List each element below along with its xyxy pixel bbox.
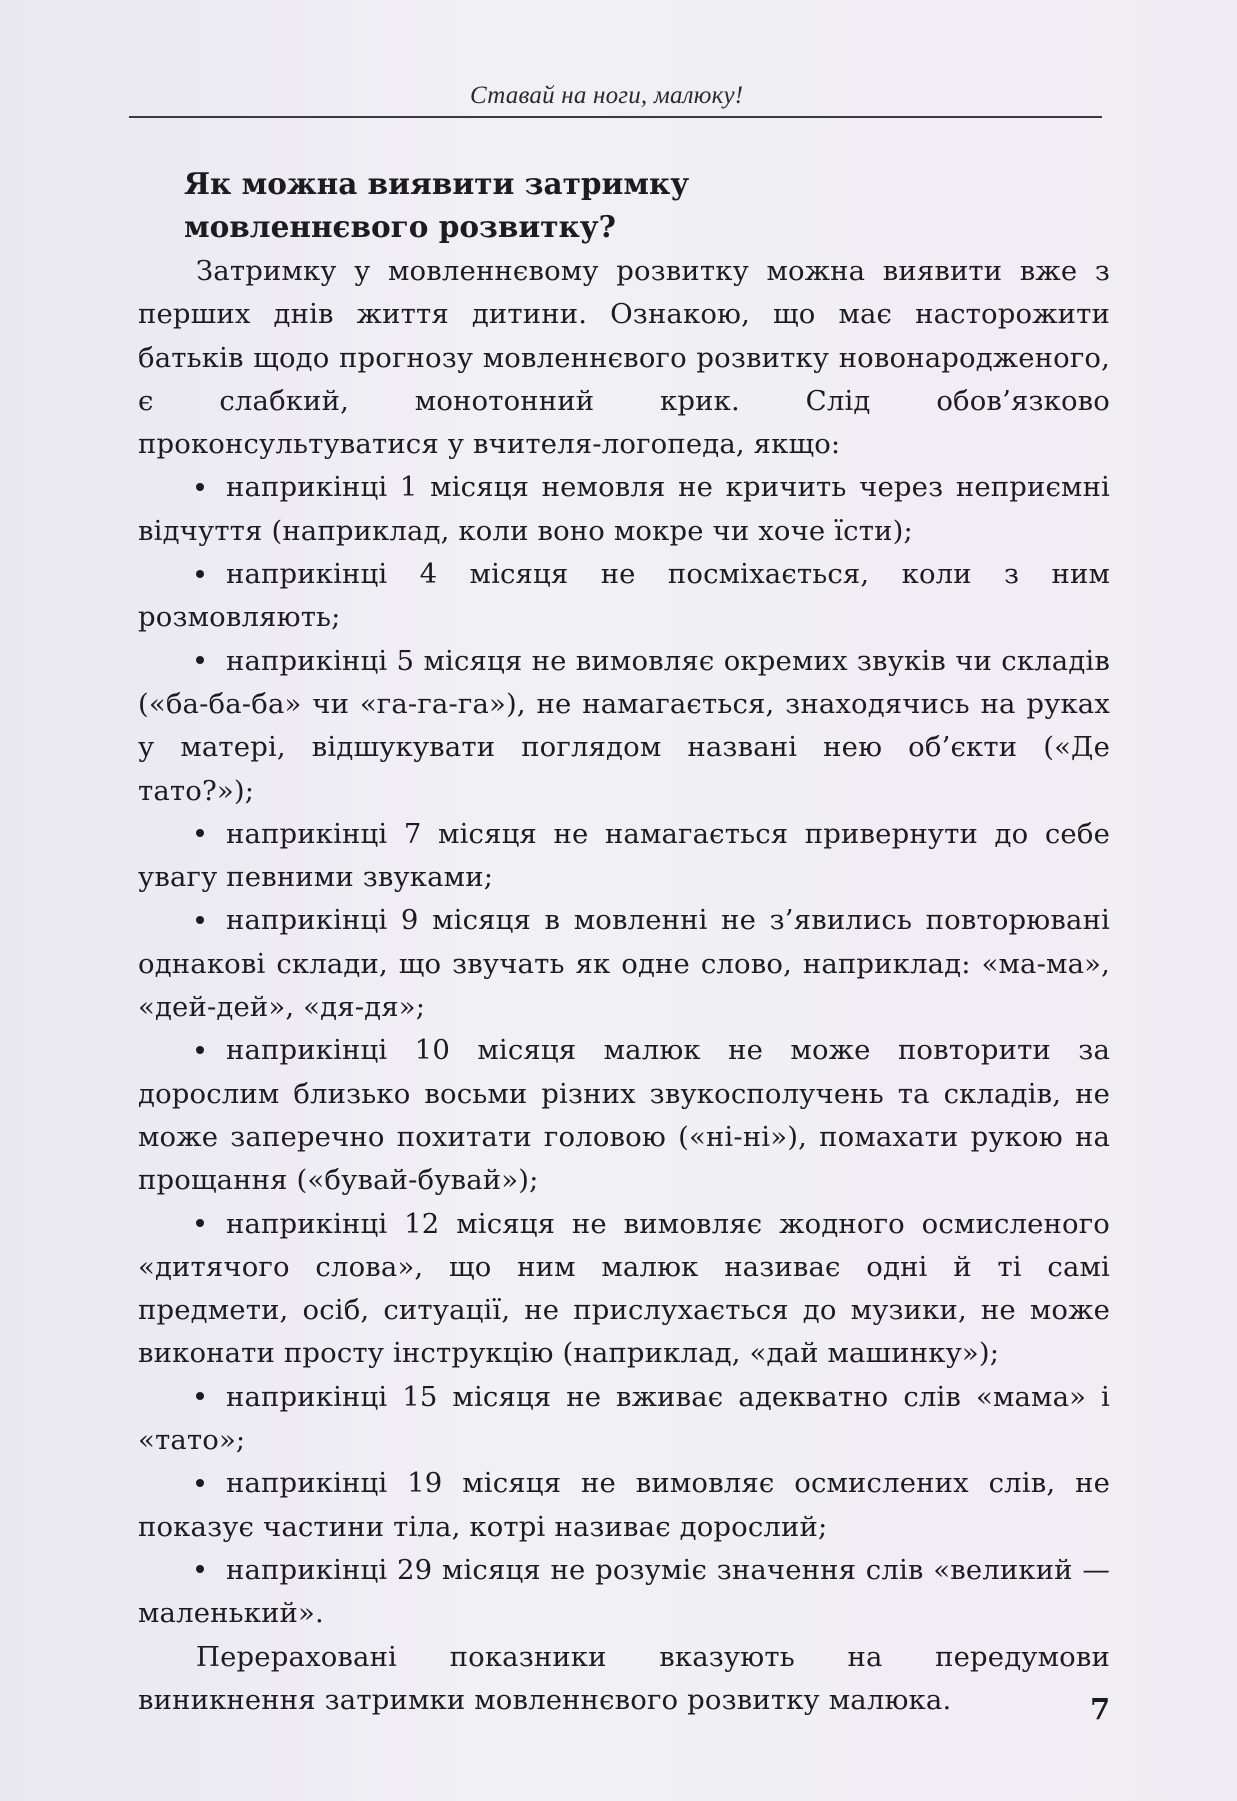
criteria-item [138, 1029, 1110, 1202]
bullet-icon [196, 1046, 204, 1054]
conclusion-paragraph: Перераховані показники вказують на передумови виникнення затримки мовленнєвого розвитку малюка. [138, 1640, 1110, 1716]
criteria-item-text: наприкінці 5 місяця не вимовляє окремих звуків чи складів («ба-ба-ба» чи «га-га-га»), не намагається, знаходячись на руках у матері, відшукувати поглядом названі нею об’єкти («Де тато?»); [138, 644, 1110, 807]
bullet-icon [196, 1479, 204, 1487]
criteria-item-text: наприкінці 4 місяця не посміхається, коли з ним розмовляють; [138, 558, 1110, 634]
criteria-item [138, 899, 1110, 1029]
criteria-item-text: наприкінці 15 місяця не вживає адекватно слів «мама» і «тато»; [138, 1380, 1110, 1457]
section-title-line-2: мовленнєвого розвитку? [184, 209, 616, 244]
bullet-icon [196, 1219, 204, 1227]
criteria-item [138, 1549, 1110, 1636]
criteria-item-text: наприкінці 12 місяця не вимовляє жодного осмисленого «дитячого слова», що ним малюк називає одні й ті самі предмети, осіб, ситуації, не прислухається до музики, не може виконати просту інструкцію (наприклад, «дай машинку»); [138, 1207, 1110, 1370]
criteria-item [138, 1376, 1110, 1463]
section-title [184, 162, 1110, 248]
bullet-icon [196, 829, 204, 837]
criteria-item-text: наприкінці 10 місяця малюк не може повторити за дорослим близько восьми різних звукосполучень та складів, не може заперечно похитати головою («ні-ні»), помахати рукою на прощання («бувай-бувай»); [138, 1034, 1110, 1197]
criteria-item-text: наприкінці 29 місяця не розуміє значення слів «великий — маленький». [138, 1553, 1110, 1630]
page-content [138, 162, 1110, 1722]
intro-paragraph: Затримку у мовленнєвому розвитку можна виявити вже з перших днів життя дитини. Ознакою, що має насторожити батьків щодо прогнозу мовленнєвого розвитку новонародженого, є слабкий, монотонний крик. Слід обов’язково проконсультуватися у вчителя-логопеда, якщо: [138, 255, 1110, 461]
header-rule [129, 116, 1102, 118]
page-number: 7 [1090, 1692, 1111, 1726]
criteria-item [138, 466, 1110, 553]
bullet-icon [196, 1565, 204, 1573]
running-head: Ставай на ноги, малюку! [470, 82, 744, 109]
criteria-item [138, 1462, 1110, 1549]
criteria-item [138, 1203, 1110, 1376]
bullet-icon [196, 1392, 204, 1400]
criteria-item [138, 640, 1110, 813]
section-title-line-1: Як можна виявити затримку [184, 166, 690, 201]
criteria-item-text: наприкінці 1 місяця немовля не кричить через неприємні відчуття (наприклад, коли воно мокре чи хоче їсти); [138, 471, 1110, 547]
criteria-item-text: наприкінці 9 місяця в мовленні не з’явились повторювані однакові склади, що звучать як одне слово, наприклад: «ма-ма», «дей-дей», «дя-дя»; [138, 904, 1110, 1024]
criteria-item-text: наприкінці 7 місяця не намагається привернути до себе увагу певними звуками; [138, 817, 1110, 894]
bullet-icon [196, 570, 204, 578]
bullet-icon [196, 483, 204, 491]
criteria-item [138, 553, 1110, 640]
bullet-icon [196, 916, 204, 924]
criteria-item [138, 813, 1110, 900]
criteria-item-text: наприкінці 19 місяця не вимовляє осмислених слів, не показує частини тіла, котрі називає дорослий; [138, 1467, 1110, 1543]
bullet-icon [196, 656, 204, 664]
criteria-list [138, 466, 1110, 1635]
